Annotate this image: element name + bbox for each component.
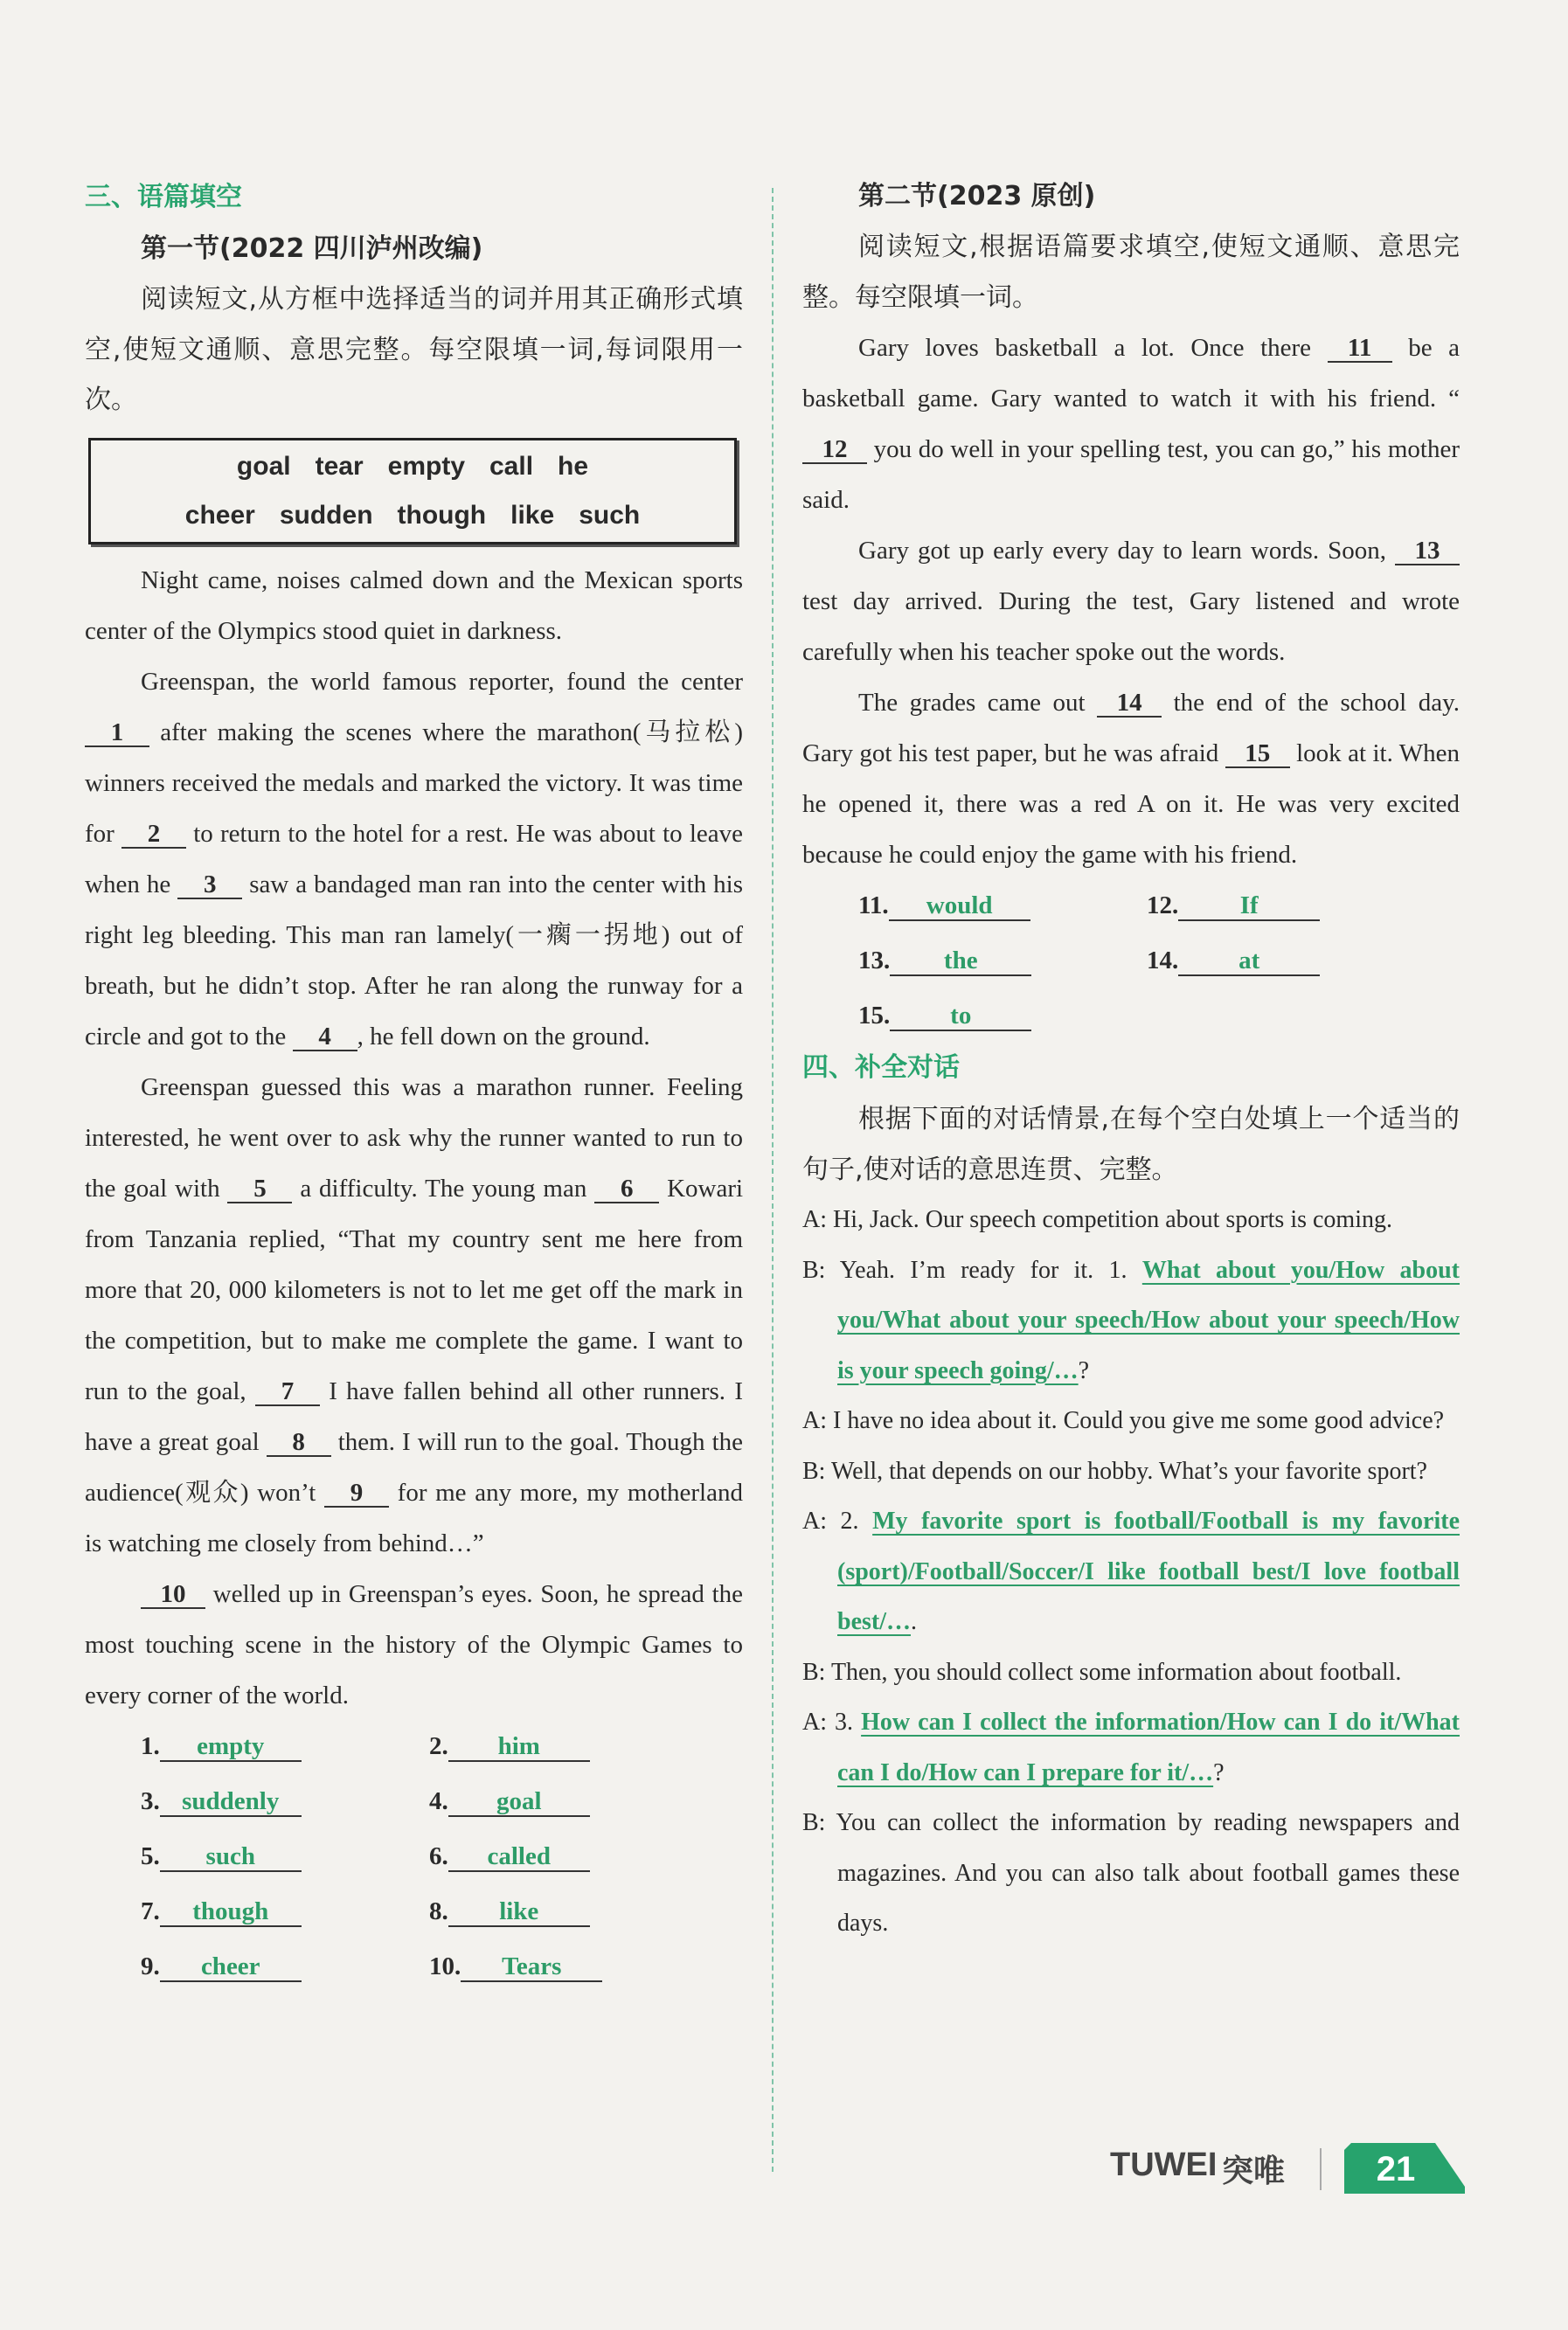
text: welled up in Greenspan’s eyes. Soon, he spread the most touching scene in the history of the Olympic Games to every corner of the world. — [85, 1579, 743, 1709]
text: ? — [1078, 1356, 1090, 1384]
part4-instructions: 根据下面的对话情景,在每个空白处填上一个适当的句子,使对话的意思连贯、完整。 — [802, 1104, 1460, 1185]
text: Gary got up early every day to learn words. Soon, — [858, 537, 1386, 565]
brand-logo-cn: 突唯 — [1222, 2153, 1286, 2189]
text: ? — [1213, 1758, 1225, 1786]
footer-divider — [1320, 2148, 1322, 2190]
section-title-part4: 四、补全对话 — [802, 1052, 960, 1083]
dialogue-answer-3: How can I collect the information/How can I do it/What can I do/How can I prepare for it/… — [837, 1709, 1460, 1786]
answer-13: 13. the — [858, 935, 1147, 987]
answer-11: 11. would — [858, 880, 1147, 932]
dialogue-line-5 — [802, 1496, 1460, 1647]
blank-2: 2 — [121, 821, 186, 849]
passage2-paragraph-2 — [802, 525, 1460, 677]
blank-4: 4 — [293, 1023, 357, 1051]
passage1-paragraph-2 — [85, 656, 743, 1062]
blank-11: 11 — [1328, 335, 1392, 363]
text: them. I will run to the goal. Though the audience(观众) won’t — [85, 1427, 743, 1507]
dialogue-line-2 — [802, 1245, 1460, 1397]
blank-7: 7 — [255, 1378, 320, 1406]
blank-14: 14 — [1097, 690, 1162, 718]
word: tear — [315, 451, 364, 481]
section2-answers — [858, 880, 1460, 1042]
left-column — [85, 171, 743, 1993]
dialogue-line-3: A: I have no idea about it. Could you give me some good advice? — [802, 1407, 1445, 1434]
blank-1: 1 — [85, 719, 149, 747]
text: The grades came out — [858, 689, 1086, 717]
text: you do well in your spelling test, you can go,” his mother said. — [802, 435, 1460, 514]
text: . — [911, 1608, 917, 1635]
blank-5: 5 — [227, 1175, 292, 1203]
text: , he fell down on the ground. — [357, 1022, 650, 1051]
answer-6: 6. called — [429, 1831, 718, 1883]
section-title-part3: 三、语篇填空 — [85, 182, 242, 212]
word: call — [489, 451, 534, 481]
dialogue-line-6: B: Then, you should collect some information about football. — [802, 1658, 1402, 1686]
section1-instructions: 阅读短文,从方框中选择适当的词并用其正确形式填空,使短文通顺、意思完整。每空限填一词,每词限用一次。 — [85, 284, 743, 415]
text: Greenspan guessed this was a marathon runner. Feeling interested, he went over to ask why the runner wanted to run to the goal with — [85, 1072, 743, 1203]
text: Greenspan, the world famous reporter, found the center — [141, 667, 743, 696]
dialogue-answer-1: What about you/How about you/What about your speech/How about your speech/How is your speech going/… — [837, 1256, 1460, 1384]
right-column — [802, 171, 1460, 1949]
answer-1: 1. empty — [141, 1721, 429, 1772]
word-box-row-1 — [91, 442, 734, 491]
word: such — [579, 500, 641, 530]
section2-instructions: 阅读短文,根据语篇要求填空,使短文通顺、意思完整。每空限填一词。 — [802, 232, 1460, 313]
blank-8: 8 — [267, 1429, 331, 1457]
answer-7: 7. though — [141, 1886, 429, 1938]
word: like — [510, 500, 555, 530]
word: he — [558, 451, 589, 481]
section1-title: 第一节(2022 四川泸州改编) — [141, 233, 483, 264]
dialogue-answer-2: My favorite sport is football/Football is my favorite (sport)/Football/Soccer/I like football best/I love football best/… — [837, 1508, 1460, 1635]
text: test day arrived. During the test, Gary listened and wrote carefully when his teacher spoke out the words. — [802, 587, 1460, 666]
text: to return to the hotel for a rest. He was about to leave when he — [85, 819, 744, 898]
passage2-paragraph-1 — [802, 322, 1460, 525]
text: a difficulty. The young man — [300, 1174, 587, 1203]
blank-3: 3 — [177, 871, 242, 899]
text: A: 2. — [802, 1508, 859, 1535]
word: cheer — [184, 500, 255, 530]
answer-12: 12. If — [1147, 880, 1435, 932]
word: sudden — [279, 500, 373, 530]
text: Gary loves basketball a lot. Once there — [858, 334, 1312, 362]
passage1-paragraph-1: Night came, noises calmed down and the Mexican sports center of the Olympics stood quiet in darkness. — [85, 565, 743, 645]
answer-10: 10. Tears — [429, 1941, 718, 1993]
text: look at it. When he opened it, there was a red A on it. He was very excited because he could enjoy the game with his friend. — [802, 739, 1460, 869]
word-box-row-2 — [91, 491, 734, 540]
dialogue-line-8: B: You can collect the information by reading newspapers and magazines. And you can also talk about football games these days. — [802, 1809, 1460, 1937]
blank-12: 12 — [802, 436, 867, 464]
section2-title: 第二节(2023 原创) — [858, 181, 1096, 212]
text: Kowari from Tanzania replied, “That my country sent me here from more that 20, 000 kilometers is not to let me get off the mark in the competition, but to make me complete the game. I want to run to the goal, — [85, 1174, 744, 1405]
answer-9: 9. cheer — [141, 1941, 429, 1993]
blank-6: 6 — [594, 1175, 659, 1203]
brand-logo: TUWEI — [1110, 2146, 1218, 2183]
blank-10: 10 — [141, 1581, 205, 1609]
answer-3: 3. suddenly — [141, 1776, 429, 1827]
dialogue-line-4: B: Well, that depends on our hobby. What’s your favorite sport? — [802, 1457, 1427, 1485]
page-footer — [1110, 2141, 1477, 2202]
word: goal — [236, 451, 291, 481]
answer-2: 2. him — [429, 1721, 718, 1772]
passage1-paragraph-3 — [85, 1062, 743, 1569]
blank-9: 9 — [324, 1480, 389, 1508]
passage2-paragraph-3 — [802, 677, 1460, 880]
text: after making the scenes where the marathon(马拉松) winners received the medals and marked the victory. It was time for — [85, 718, 743, 848]
column-divider — [772, 188, 774, 2172]
page-number: 21 — [1376, 2150, 1416, 2188]
answer-8: 8. like — [429, 1886, 718, 1938]
answer-14: 14. at — [1147, 935, 1435, 987]
dialogue-line-7 — [802, 1697, 1460, 1798]
answer-15: 15. to — [858, 990, 1147, 1042]
passage1-paragraph-4 — [85, 1569, 743, 1721]
word: though — [397, 500, 487, 530]
answer-5: 5. such — [141, 1831, 429, 1883]
text: be a basketball game. Gary wanted to watch it with his friend. “ — [802, 334, 1460, 413]
answer-4: 4. goal — [429, 1776, 718, 1827]
blank-13: 13 — [1395, 537, 1460, 565]
dialogue-line-1: A: Hi, Jack. Our speech competition about sports is coming. — [802, 1206, 1392, 1233]
word: empty — [387, 451, 465, 481]
text: B: Yeah. I’m ready for it. 1. — [802, 1256, 1127, 1284]
section1-answers — [141, 1721, 743, 1993]
page-number-badge — [1344, 2141, 1467, 2195]
text: saw a bandaged man ran into the center with his right leg bleeding. This man ran lamely(一瘸一拐地) out of breath, but he didn’t stop. After he ran along the runway for a circle and got to the — [85, 870, 743, 1051]
text: for me any more, my motherland is watching me closely from behind…” — [85, 1478, 743, 1557]
text: A: 3. — [802, 1709, 854, 1736]
text: I have fallen behind all other runners. I have a great goal — [85, 1377, 743, 1456]
word-box — [88, 438, 737, 544]
blank-15: 15 — [1225, 740, 1290, 768]
text: the end of the school day. Gary got his test paper, but he was afraid — [802, 689, 1460, 767]
